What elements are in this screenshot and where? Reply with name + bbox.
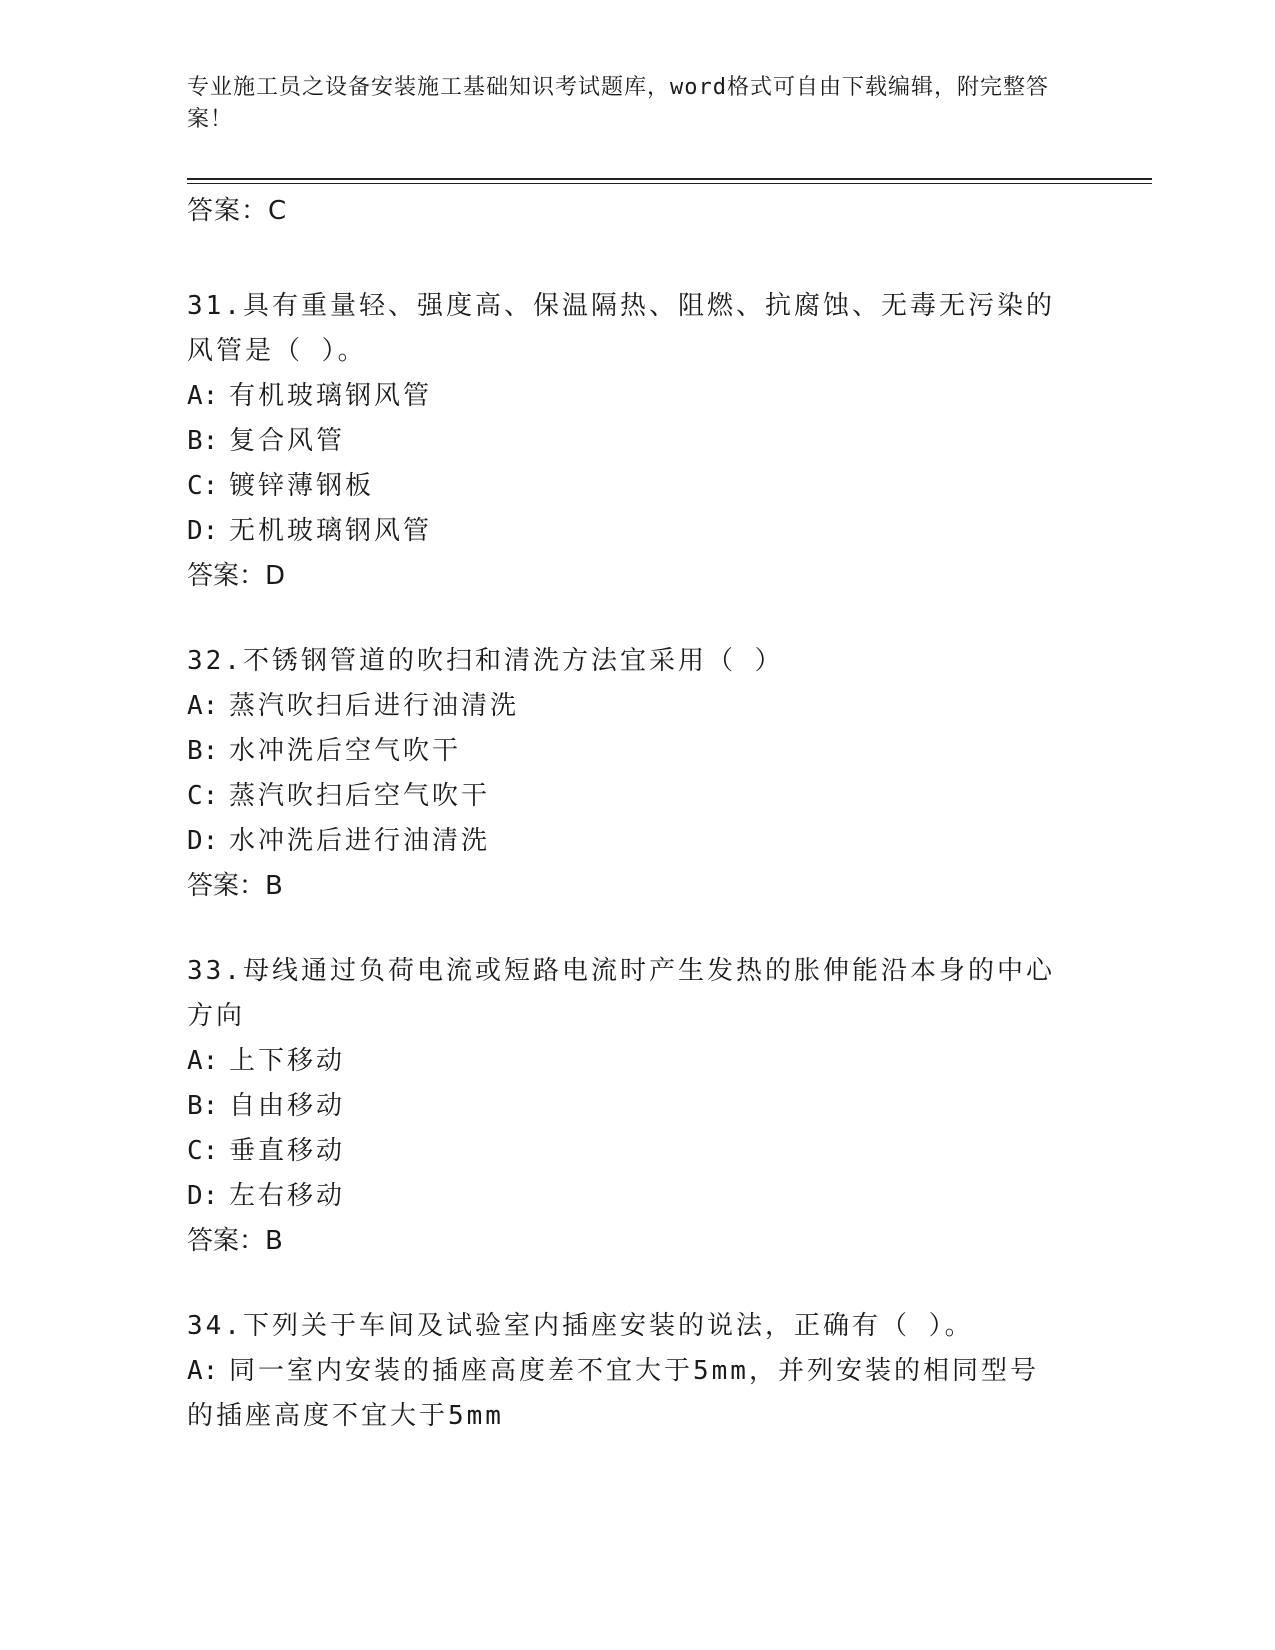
option-key: A: (187, 1356, 219, 1386)
question-list (187, 190, 1087, 1439)
option-d (187, 509, 1087, 554)
option-key: B: (187, 426, 219, 456)
option-key: D: (187, 1181, 219, 1211)
answer-value: B (265, 1226, 283, 1256)
question-text: 31.具有重量轻、强度高、保温隔热、阻燃、抗腐蚀、无毒无污染的风管是（ ）。 (187, 291, 1055, 366)
question-33 (187, 949, 1087, 1264)
option-c (187, 464, 1087, 509)
option-key: D: (187, 516, 219, 546)
question-text: 32.不锈钢管道的吹扫和清洗方法宜采用（ ） (187, 646, 784, 676)
option-key: A: (187, 1046, 219, 1076)
answer-value: B (265, 871, 283, 901)
header-divider-thick (187, 178, 1152, 180)
option-d (187, 819, 1087, 864)
option-text: 蒸汽吹扫后进行油清洗 (229, 691, 520, 721)
option-a (187, 1349, 1067, 1439)
answer-label: 答案： (187, 561, 266, 591)
option-text: 垂直移动 (229, 1136, 346, 1166)
option-key: D: (187, 826, 219, 856)
answer-label: 答案： (187, 196, 269, 226)
option-key: A: (187, 691, 219, 721)
option-text: 水冲洗后进行油清洗 (229, 826, 491, 856)
question-34 (187, 1304, 1087, 1439)
option-key: B: (187, 736, 219, 766)
option-key: C: (187, 1136, 219, 1166)
option-key: A: (187, 381, 219, 411)
option-text: 有机玻璃钢风管 (229, 381, 433, 411)
option-key: C: (187, 471, 219, 501)
answer-value: D (265, 561, 286, 591)
answer-label: 答案： (187, 871, 266, 901)
question-text: 34.下列关于车间及试验室内插座安装的说法，正确有（ ）。 (187, 1311, 974, 1341)
option-b (187, 729, 1087, 774)
option-c (187, 774, 1087, 819)
document-header: 专业施工员之设备安装施工基础知识考试题库，word格式可自由下载编辑，附完整答案！ (187, 75, 1049, 132)
option-b (187, 1084, 1087, 1129)
option-text: 蒸汽吹扫后空气吹干 (229, 781, 491, 811)
question-text: 33.母线通过负荷电流或短路电流时产生发热的胀伸能沿本身的中心方向 (187, 956, 1055, 1031)
answer-label: 答案： (187, 1226, 266, 1256)
option-text: 上下移动 (229, 1046, 346, 1076)
option-d (187, 1174, 1087, 1219)
option-b (187, 419, 1087, 464)
previous-answer (187, 196, 1087, 226)
option-a (187, 374, 1087, 419)
option-a (187, 1039, 1087, 1084)
answer-value: C (268, 196, 287, 226)
option-text: 自由移动 (229, 1091, 346, 1121)
header-divider-thin (187, 183, 1152, 184)
option-text: 镀锌薄钢板 (229, 471, 375, 501)
option-text: 水冲洗后空气吹干 (229, 736, 462, 766)
option-text: 复合风管 (229, 426, 346, 456)
option-c (187, 1129, 1087, 1174)
question-32 (187, 639, 1087, 909)
option-a (187, 684, 1087, 729)
question-answer (187, 864, 1087, 909)
option-key: C: (187, 781, 219, 811)
question-answer (187, 554, 1087, 599)
question-31 (187, 284, 1087, 599)
option-text: 同一室内安装的插座高度差不宜大于5mm，并列安装的相同型号的插座高度不宜大于5mm (187, 1356, 1039, 1431)
option-text: 无机玻璃钢风管 (229, 516, 433, 546)
question-answer (187, 1219, 1087, 1264)
option-key: B: (187, 1091, 219, 1121)
option-text: 左右移动 (229, 1181, 346, 1211)
